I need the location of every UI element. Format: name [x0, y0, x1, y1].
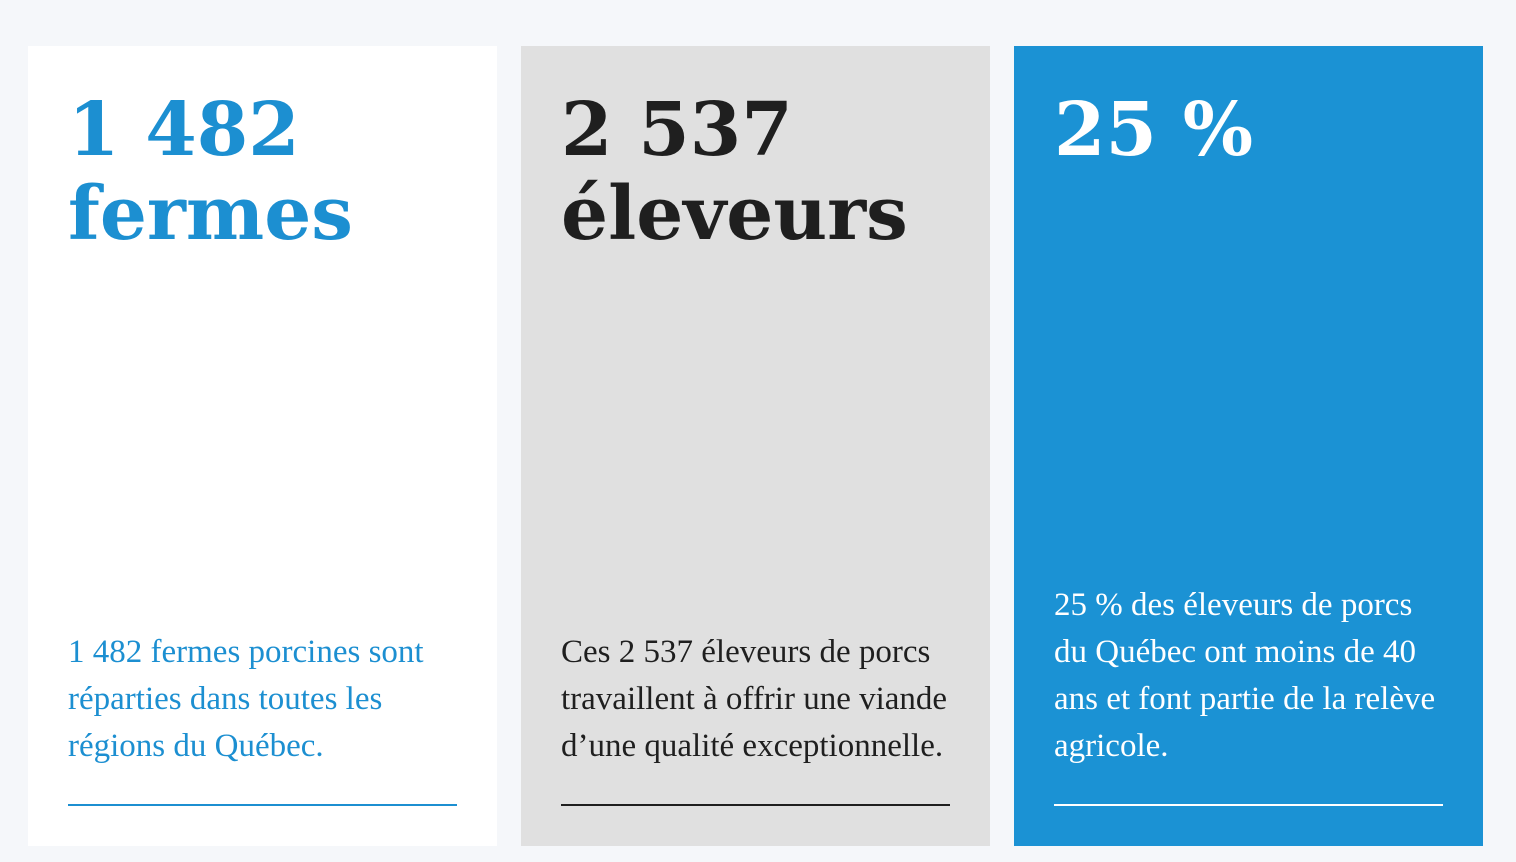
stat-card-fermes: [28, 46, 497, 846]
stat-unit: fermes: [68, 171, 353, 257]
stat-headline: [1054, 88, 1463, 172]
stat-unit: éleveurs: [561, 171, 908, 257]
stat-number: 1 482: [68, 87, 300, 173]
stat-description: 1 482 fermes porcines sont réparties dans toutes les régions du Québec.: [68, 634, 424, 764]
divider: [1054, 804, 1443, 806]
stat-number: 25 %: [1054, 87, 1254, 173]
divider: [68, 804, 457, 806]
stat-description: Ces 2 537 éleveurs de porcs travaillent à offrir une viande d’une qualité exceptionnelle.: [561, 634, 948, 764]
stat-headline: [561, 88, 970, 256]
stat-description: 25 % des éleveurs de porcs du Québec ont moins de 40 ans et font partie de la relève agricole.: [1054, 587, 1436, 764]
stat-card-releve: [1014, 46, 1483, 846]
stat-headline: [68, 88, 477, 256]
divider: [561, 804, 950, 806]
stat-card-eleveurs: [521, 46, 990, 846]
stat-number: 2 537: [561, 87, 793, 173]
